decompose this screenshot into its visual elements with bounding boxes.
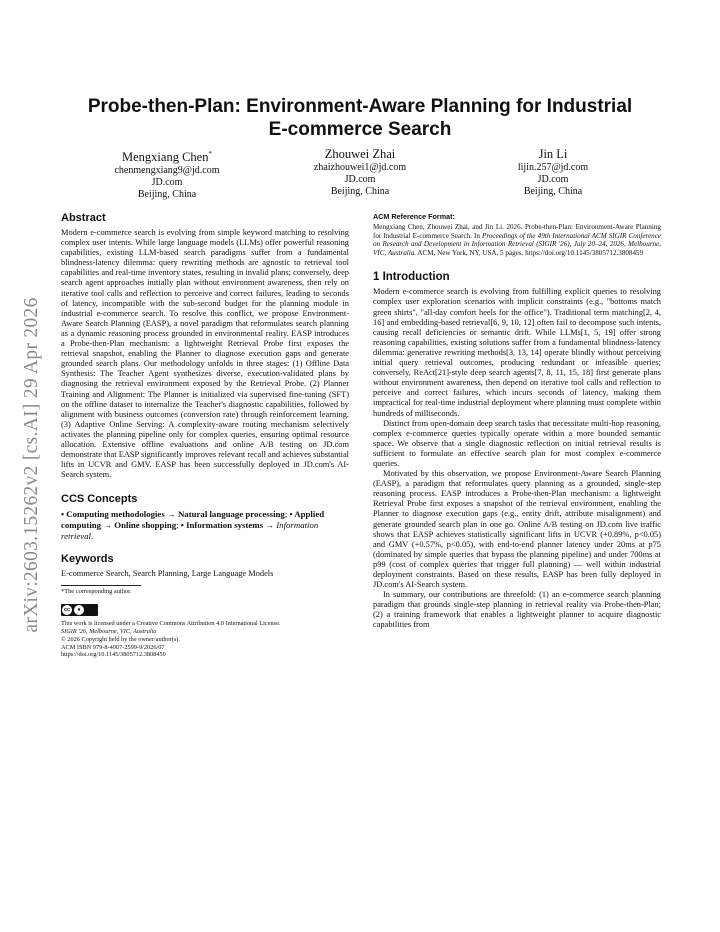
footnote: *The corresponding author. xyxy=(61,588,132,596)
introduction-heading: 1 Introduction xyxy=(373,271,450,284)
left-column xyxy=(61,212,349,659)
ccs-text: • Computing methodologies → Natural language processing; • Applied computing → Online shopping; • Information systems → Information retrieval. xyxy=(61,509,325,541)
author-email[interactable]: zhaizhouwei1@jd.com xyxy=(313,162,407,173)
ccs-concept: • Computing methodologies → Natural language processing xyxy=(61,509,285,520)
author-location: Beijing, China xyxy=(137,189,197,201)
ccs-concept: • Information systems xyxy=(180,519,264,530)
author-2 xyxy=(265,147,455,201)
author-location: Beijing, China xyxy=(523,186,583,197)
paper-title xyxy=(72,95,648,141)
isbn-line: ACM ISBN 979-8-4007-2599-9/2026/07 xyxy=(61,643,165,651)
author-1 xyxy=(72,147,262,201)
author-email[interactable]: lijin.257@jd.com xyxy=(517,162,589,173)
author-block xyxy=(72,147,648,201)
cc-icon: cc xyxy=(63,607,71,614)
doi-link[interactable]: https://doi.org/10.1145/3805712.3808459 xyxy=(61,651,166,659)
abstract-text: Modern e-commerce search is evolving from simple keyword matching to resolving complex user intents. While large language models (LLMs) offer powerful reasoning capabilities, existing LLM-based search paradigms suffer from a fundamental blindness-latency dilemma: query rewriting methods are agnostic to retrieval tool capabilities and real-time inventory states, resulting in invalid plans; conversely, deep search agent approaches initially plan without environment awareness, then rely on iterative tool calls and reflection to perceive and correct failures, leading to seconds of latency, incompatible with the sub-second budget for the planning module in industrial e-commerce search. To resolve this conflict, we propose Environment-Aware Search Planning (EASP), a novel paradigm that reformulates search planning as a dynamic reasoning process grounded in environmental reality. EASP introduces a Probe-then-Plan mechanism: a lightweight Retrieval Probe first exposes the retrieval snapshot, enabling the Planner to diagnose execution gaps and generate grounded search plans. Our methodology unfolds in three stages: (1) Offline Data Synthesis: The Teacher Agent synthesizes diverse, execution-validated plans by diagnosing the retrieval environment exposed by the Retrieval Probe. (2) Planner Training and Alignment: The Planner is initialized via supervised fine-tuning (SFT) on the offline dataset to internalize the Teacher's diagnostic capabilities, followed by alignment with business outcomes (conversion rate) through reinforcement learning. (3) Adaptive Online Serving: A complexity-aware routing mechanism selectively activates the planning pipeline only for complex queries, ensuring optimal resource allocation. Extensive offline evaluations and online A/B testing on JD.com demonstrate that EASP significantly improves relevant recall and achieves substantial lifts in UCVR and GMV. EASP has been successfully deployed in JD.com's AI-Search system. xyxy=(61,228,349,480)
author-org: JD.com xyxy=(344,174,376,185)
cc-by-license-badge[interactable] xyxy=(61,604,98,616)
author-name: Zhouwei Zhai xyxy=(324,147,396,161)
copyright-line: © 2026 Copyright held by the owner/author(s). xyxy=(61,635,180,643)
ccs-concept: Information retrieval xyxy=(61,519,319,541)
keywords-text: E-commerce Search, Search Planning, Large Language Models xyxy=(61,569,274,579)
author-name: Jin Li xyxy=(538,147,568,161)
author-email[interactable]: chenmengxiang9@jd.com xyxy=(114,165,220,177)
intro-paragraph-2: Distinct from open-domain deep search tasks that necessitate multi-hop reasoning, complex e-commerce queries typically operate within a more bounded semantic space. We observe that a single diagnostic reflection on initial retrieval results is sufficient to formulate an effective search plan for most complex e-commerce queries. xyxy=(373,418,661,468)
author-name: Mengxiang Chen xyxy=(122,150,209,165)
footnote-rule xyxy=(61,585,141,586)
arxiv-identifier: arXiv:2603.15262v2 [cs.AI] 29 Apr 2026 xyxy=(21,297,42,633)
author-org: JD.com xyxy=(537,174,569,185)
intro-paragraph-1: Modern e-commerce search is evolving from fulfilling explicit queries to resolving complex user exploration scenarios with implicit constraints (e.g., "bottoms match green shirts", "all-day comfort heels for the office"). Traditional term matching[2, 4, 16] and embedding-based retrieval[6, 9, 10, 12] often fail to decompose such intents, causing recall deficiencies or semantic drift. While LLMs[1, 5, 19] offer strong reasoning capabilities, existing solutions suffer from a fundamental blindness-latency dilemma: generative rewriting methods[3, 13, 14] operate blindly without perceiving initial query retrieval outcomes, producing redundant or infeasible queries; conversely, ReAct[21]-style deep search agents[7, 8, 11, 15, 18] first generate plans without environment awareness, then depend on iterative tool calls and reflection to perceive and correct failures, which incurs seconds of latency, making them impractical for real-time industrial deployment where planning must complete within hundreds of milliseconds. xyxy=(373,287,661,418)
author-3 xyxy=(458,147,648,201)
keywords-heading: Keywords xyxy=(61,553,114,566)
title-line-1: Probe-then-Plan: Environment-Aware Planning for Industrial xyxy=(87,96,633,117)
right-column xyxy=(373,212,661,631)
license-line: This work is licensed under a Creative Commons Attribution 4.0 International License. xyxy=(61,620,281,628)
ccs-concept: • Applied computing → Online shopping xyxy=(61,509,325,530)
venue-line: SIGIR '26, Melbourne, VIC, Australia xyxy=(61,628,157,636)
abstract-heading: Abstract xyxy=(61,212,106,224)
intro-paragraph-3: Motivated by this observation, we propose Environment-Aware Search Planning (EASP), a paradigm that reformulates query planning as a grounded, single-step reasoning process. EASP introduces a Probe-then-Plan mechanism: a lightweight Retrieval Probe first exposes a snapshot of the retrieval environment, enabling the Planner to diagnose execution gaps (e.g., entity drift, attribute misalignment) and generate grounded search plan in one go. Online A/B testing on JD.com live traffic shows that EASP achieves statistically significant lifts in UCVR (+0.89%, p<0.05) and GMV (+0.57%, p<0.05), with end-to-end planner latency under 20ms at p75 (dominated by simple queries that bypass the planning pipeline) and under 700ms at p99 (cost of complex queries that trigger full planning) — well within industrial deployment constraints. Based on these results, EASP has been fully deployed in JD.com's AI-Search system. xyxy=(373,469,661,590)
intro-paragraph-4: In summary, our contributions are threefold: (1) an e-commerce search planning paradigm that grounds single-step planning in retrieval reality via Probe-then-Plan; (2) a training framework that enables a lightweight planner to acquire diagnostic capabilities from xyxy=(373,590,661,630)
acm-reference-heading: ACM Reference Format: xyxy=(373,212,455,221)
author-org: JD.com xyxy=(151,177,183,189)
arxiv-sidebar xyxy=(22,246,42,684)
person-icon: ● xyxy=(74,605,84,615)
author-location: Beijing, China xyxy=(330,186,390,197)
title-line-2: E-commerce Search xyxy=(268,119,452,140)
corresponding-mark: * xyxy=(208,150,212,158)
ccs-heading: CCS Concepts xyxy=(61,493,138,506)
acm-reference-text: Mengxiang Chen, Zhouwei Zhai, and Jin Li. 2026. Probe-then-Plan: Environment-Aware Planning for Industrial E-commerce Search. In Proceedings of the 49th International ACM SIGIR Conference on Research and Development in Information Retrieval (SIGIR '26), July 20–24, 2026, Melbourne, VIC, Australia. ACM, New York, NY, USA, 5 pages. https://doi.org/10.1145/3805712.3808459 xyxy=(373,223,661,257)
